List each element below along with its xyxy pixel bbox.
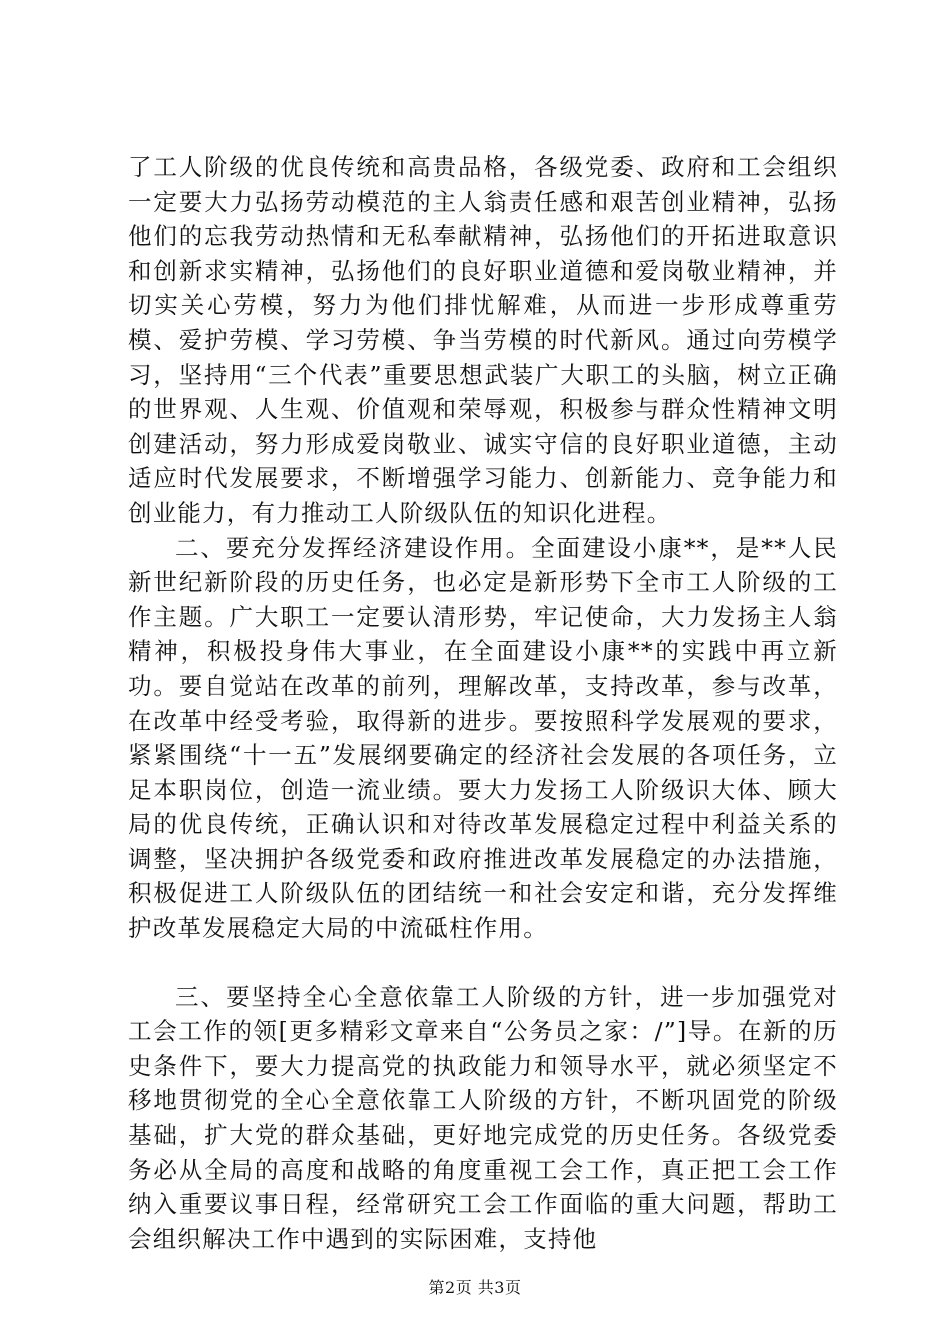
text-line: 成尊重劳模、爱护劳模、学习劳模、争当劳模的时代新风。通 xyxy=(128,291,838,354)
text-line: 弘扬他们的忘我劳动热情和无私奉献精神，弘扬他们的开拓进 xyxy=(128,187,839,251)
text-line: 对工会工作的领[更多精彩文章来自“公务员之家：/”]导。在 xyxy=(128,982,838,1046)
document-body xyxy=(128,150,838,1256)
text-line: 阶级识大体、顾大局的优良传统，正确认识和对待改革发展稳 xyxy=(128,775,838,839)
text-line: 民新世纪新阶段的历史任务，也必定是新形势下全市工人阶级 xyxy=(128,533,838,597)
text-line: 须坚定不移地贯彻党的全心全意依靠工人阶级的方针，不断巩 xyxy=(128,1051,838,1115)
page-footer xyxy=(0,1275,950,1298)
text-line: 会安定和谐，充分发挥维护改革发展稳定大局的中流砥柱作用。 xyxy=(128,879,838,943)
text-line: 取意识和创新求实精神，弘扬他们的良好职业道德和爱岗敬业 xyxy=(128,222,838,285)
paragraph-1 xyxy=(128,150,838,531)
text-line: 新的历史条件下，要大力提高党的执政能力和领导水平，就必 xyxy=(128,1017,838,1080)
text-line: 定过程中利益关系的调整，坚决拥护各级党委和政府推进改革 xyxy=(128,810,838,873)
text-line: 精神，并切实关心劳模，努力为他们排忧解难，从而进一步形 xyxy=(128,256,838,320)
page-number: 第2页 共3页 xyxy=(428,1278,522,1297)
text-line: 织一定要大力弘扬劳动模范的主人翁责任感和艰苦创业精神， xyxy=(128,153,838,216)
text-line: 务。各级党委务必从全局的高度和战略的角度重视工会工作， xyxy=(128,1121,838,1184)
text-line: 观的要求，紧紧围绕“十一五”发展纲要确定的经济社会发展 xyxy=(128,706,838,770)
text-line: 与改革，在改革中经受考验，取得新的进步。要按照科学发展 xyxy=(128,671,838,735)
text-line: 识化进程。 xyxy=(547,498,672,527)
text-line: 真正把工会工作纳入重要议事日程，经常研究工会工作面临的 xyxy=(128,1155,839,1219)
text-line: 再立新功。要自觉站在改革的前列，理解改革，支持改革，参 xyxy=(128,637,838,700)
text-line: 过向劳模学习，坚持用“三个代表”重要思想武装广大职工的 xyxy=(128,325,838,389)
text-line: 发展稳定的办法措施，积极促进工人阶级队伍的团结统一和社 xyxy=(128,844,839,908)
text-line: 二、要充分发挥经济建设作用。全面建设小康**，是**人 xyxy=(175,533,814,562)
paragraph-2 xyxy=(128,531,838,946)
paragraph-spacer xyxy=(128,946,838,980)
text-line: 的工作主题。广大职工一定要认清形势，牢记使命，大力发扬 xyxy=(128,568,839,631)
text-line: 良好职业道德，主动适应时代发展要求，不断增强学习能力、 xyxy=(128,429,838,493)
text-line: 主人翁精神，积极投身伟大事业，在全面建设小康**的实践中 xyxy=(128,602,838,666)
paragraph-3 xyxy=(128,980,838,1257)
text-line: 三、要坚持全心全意依靠工人阶级的方针，进一步加强党 xyxy=(175,982,814,1011)
text-line: 了工人阶级的优良传统和高贵品格，各级党委、政府和工会组 xyxy=(128,153,814,181)
text-line: 的各项任务，立足本职岗位，创造一流业绩。要大力发扬工人 xyxy=(128,741,838,804)
text-line: 创新能力、竞争能力和创业能力，有力推动工人阶级队伍的知 xyxy=(128,464,839,527)
text-line: 与群众性精神文明创建活动，努力形成爱岗敬业、诚实守信的 xyxy=(128,395,838,458)
text-line: 头脑，树立正确的世界观、人生观、价值观和荣辱观，积极参 xyxy=(128,360,838,424)
text-line: 固党的阶级基础，扩大党的群众基础，更好地完成党的历史任 xyxy=(128,1086,838,1150)
text-line: 重大问题，帮助工会组织解决工作中遇到的实际困难，支持他 xyxy=(128,1190,838,1253)
